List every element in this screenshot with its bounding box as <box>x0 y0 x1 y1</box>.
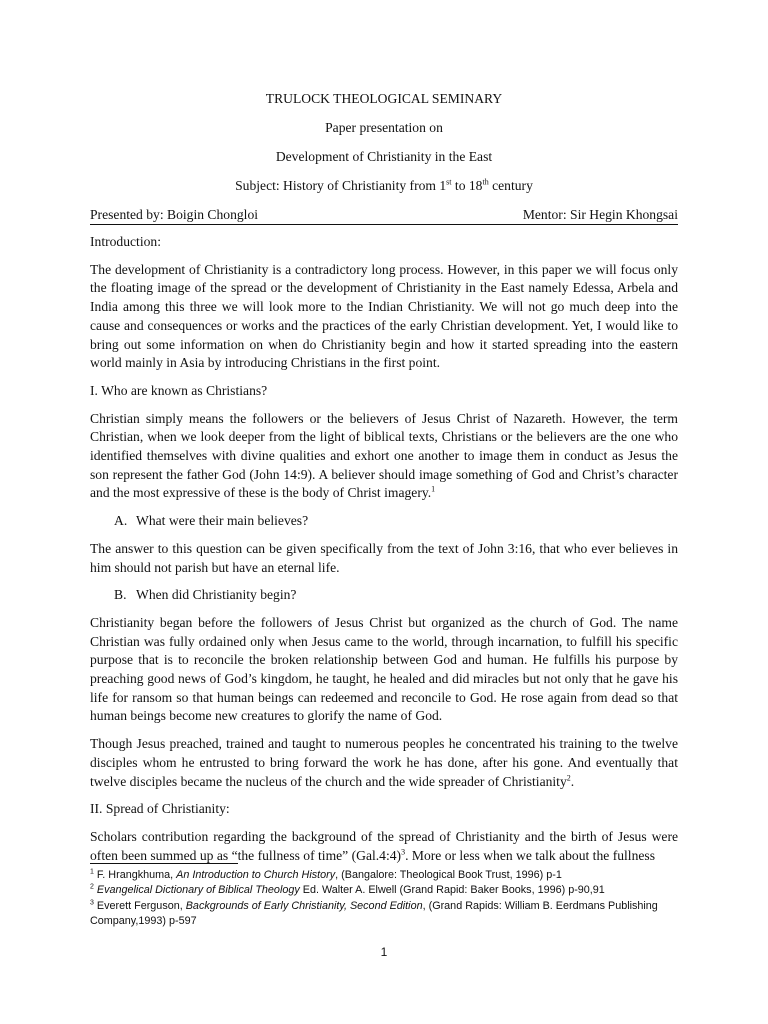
page-number: 1 <box>380 945 388 959</box>
institution-title: TRULOCK THEOLOGICAL SEMINARY <box>265 91 503 106</box>
footnote-3 <box>90 899 680 930</box>
footnote-3-details: , (Grand Rapids: William B. Eerdmans Publishing Company,1993) p-597 <box>90 899 658 928</box>
subject-prefix: Subject: History of Christianity from 1 <box>235 178 447 193</box>
section-2-heading: II. Spread of Christianity: <box>90 801 230 817</box>
footnote-1 <box>90 868 680 883</box>
section-1-paragraph <box>90 410 678 504</box>
subsection-a-paragraph: The answer to this question can be given specifically from the text of John 3:16, that who ever believes in him should not parish but have an eternal life. <box>90 540 678 575</box>
footnote-divider <box>90 863 238 864</box>
mentor: Mentor: Sir Hegin Khongsai <box>522 207 678 222</box>
presentation-label: Paper presentation on <box>325 120 443 135</box>
subsection-b-heading <box>114 586 678 605</box>
presented-by: Presented by: Boigin Chongloi <box>90 207 259 222</box>
footnote-2-details: Ed. Walter A. Elwell (Grand Rapid: Baker Books, 1996) p-90,91 <box>299 884 605 897</box>
subsection-b-paragraph-1: Christianity began before the followers of Jesus Christ but organized as the church of God. The name Christian was fully ordained only when Jesus came to the world, through incarnation, to fulfill his specific purpose that is to reconcile the broken relationship between God and human. He fulfills his purpose by preaching good news of God’s kingdom, he taught, he healed and did miracles but not only that he gave his life for ransom so that human beings can redeemed and reconcile to God. He rose again from dead so that human beings become new creatures to glorify the name of God. <box>90 614 678 724</box>
footnote-1-title: An Introduction to Church History <box>176 869 336 881</box>
footnote-2 <box>90 883 680 898</box>
section-1-text: Christian simply means the followers or the believers of Jesus Christ of Nazareth. However, the term Christian, when we look deeper from the light of biblical texts, Christians or the believers are the one who identified themselves with divine qualities and exhort one another to image them in conduct as Jesus the son represent the father God (John 14:9). A believer should image something of God and Christ’s character and the most expressive of these is the body of Christ imagery. <box>90 410 678 501</box>
subject-line <box>90 177 678 195</box>
subject-mid: to 18 <box>451 178 483 193</box>
section-2-text-b: . More or less when we talk about the fullness <box>405 847 655 863</box>
subsection-a-heading <box>114 512 678 531</box>
subsection-a-letter: A. <box>114 513 128 529</box>
subsection-b-letter: B. <box>114 587 127 603</box>
footnote-2-number: 2 <box>90 883 94 891</box>
section-2-text-a: Scholars contribution regarding the background of the spread of Christianity and the birth of Jesus were often been summed up as “the fullness of time” (Gal.4:4) <box>90 828 678 863</box>
subsection-b-text-2-end: . <box>570 773 575 789</box>
author-line <box>90 207 678 225</box>
footnote-1-number: 1 <box>90 868 94 876</box>
footnote-2-title: Evangelical Dictionary of Biblical Theology <box>93 884 300 897</box>
footnote-ref-2: 2 <box>566 773 571 783</box>
paper-page <box>90 90 678 865</box>
footnote-3-author: Everett Ferguson, <box>93 899 186 912</box>
footnote-3-number: 3 <box>90 899 94 907</box>
footnote-1-author: F. Hrangkhuma, <box>93 869 177 881</box>
footnote-ref-1: 1 <box>431 484 436 494</box>
subject-sup-second: th <box>482 177 489 187</box>
paper-topic: Development of Christianity in the East <box>275 149 493 164</box>
intro-heading: Introduction: <box>90 234 161 249</box>
subject-suffix: century <box>488 178 533 193</box>
footnote-1-details: , (Bangalore: Theological Book Trust, 1996) p-1 <box>335 869 562 881</box>
subsection-b-title: When did Christianity begin? <box>136 587 297 603</box>
section-1-heading: I. Who are known as Christians? <box>90 382 268 398</box>
section-2-paragraph <box>90 828 678 865</box>
footnotes <box>90 868 680 930</box>
subsection-a-title: What were their main believes? <box>136 513 309 529</box>
subject-sup-first: st <box>446 177 452 187</box>
subsection-b-paragraph-2 <box>90 735 678 791</box>
footnote-3-title: Backgrounds of Early Christianity, Second Edition <box>185 899 423 912</box>
subsection-b-text-2: Though Jesus preached, trained and taught to numerous peoples he concentrated his training to the twelve disciples whom he entrusted to bring forward the work he has done, after his gone. And eventually that twelve disciples became the nucleus of the church and the wide spreader of Christianity <box>90 736 678 789</box>
footnote-ref-3: 3 <box>401 847 406 857</box>
intro-paragraph: The development of Christianity is a contradictory long process. However, in this paper we will focus only the floating image of the spread or the development of Christianity in the East namely Edessa, Arbela and India among this three we will look more to the Indian Christianity. We will not go much deep into the cause and consequences or works and the practices of the early Christian development. Yet, I would like to bring out some information on when do Christianity begin and how it started spreading into the eastern world mainly in Asia by introducing Christians in the first point. <box>90 261 678 371</box>
